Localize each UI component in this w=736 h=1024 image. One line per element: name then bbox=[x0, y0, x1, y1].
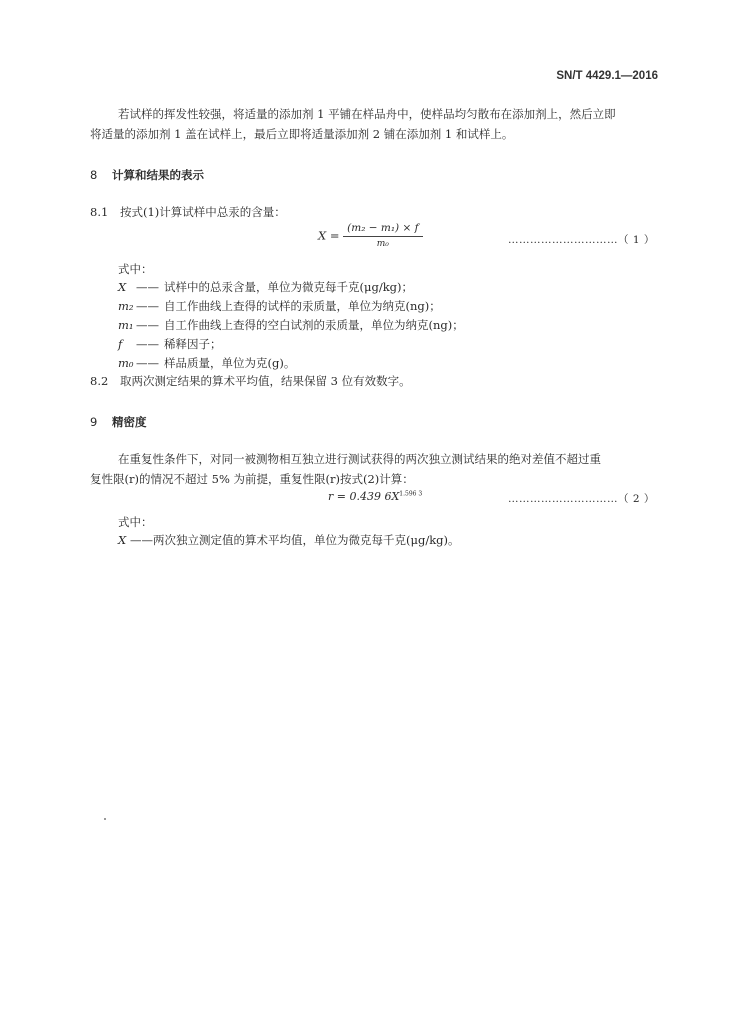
equation-number-2: …………………………（ 2 ） bbox=[508, 493, 655, 505]
definition-symbol: f bbox=[118, 337, 123, 351]
subsection-number: 8.2 bbox=[90, 374, 109, 388]
definition-text: 试样中的总汞含量，单位为微克每千克(μg/kg)； bbox=[164, 280, 414, 294]
definition-symbol: X bbox=[118, 533, 127, 547]
definition-text: 自工作曲线上查得的空白试剂的汞质量，单位为纳克(ng)； bbox=[164, 318, 464, 332]
formula-2 bbox=[328, 490, 422, 503]
section-number: 8 bbox=[90, 168, 98, 182]
formula-denominator: m₀ bbox=[376, 239, 389, 249]
section-number: 9 bbox=[90, 415, 98, 429]
definition-symbol: m₁ bbox=[118, 318, 134, 332]
paragraph-line: 若试样的挥发性较强，将适量的添加剂 1 平铺在样品舟中，使样品均匀散布在添加剂上，然后立即 bbox=[118, 107, 616, 121]
section-heading-8 bbox=[90, 167, 204, 183]
definition-dash: —— bbox=[136, 356, 159, 370]
section-title: 计算和结果的表示 bbox=[112, 168, 204, 182]
section-heading-9 bbox=[90, 414, 147, 430]
subsection-number: 8.1 bbox=[90, 205, 109, 219]
definition-text: 两次独立测定值的算术平均值，单位为微克每千克(μg/kg)。 bbox=[153, 533, 460, 547]
definition-dash: —— bbox=[136, 318, 159, 332]
definition-item bbox=[118, 355, 295, 371]
subsection-8-2 bbox=[90, 373, 411, 389]
standard-code: SN/T 4429.1—2016 bbox=[556, 70, 658, 82]
formula-lhs: X = bbox=[318, 228, 340, 243]
formula-numerator: (m₂ − m₁) × f bbox=[343, 222, 422, 237]
where-label: 式中： bbox=[118, 262, 153, 276]
definition-text: 样品质量，单位为克(g)。 bbox=[164, 356, 296, 370]
paragraph-line: 复性限(r)的情况不超过 5% 为前提，重复性限(r)按式(2)计算： bbox=[90, 472, 414, 486]
formula-body: r = 0.439 6X bbox=[328, 490, 400, 503]
subsection-8-1 bbox=[90, 204, 286, 220]
paragraph-line: 在重复性条件下，对同一被测物相互独立进行测试获得的两次独立测试结果的绝对差值不超过重 bbox=[118, 452, 601, 466]
definition-dash: —— bbox=[136, 299, 159, 313]
equation-number-1: …………………………（ 1 ） bbox=[508, 234, 655, 246]
definition-item bbox=[118, 317, 464, 333]
definition-dash: —— bbox=[130, 533, 153, 547]
definition-symbol: m₂ bbox=[118, 299, 134, 313]
subsection-text: 按式(1)计算试样中总汞的含量： bbox=[120, 205, 286, 219]
definition-text: 自工作曲线上查得的试样的汞质量，单位为纳克(ng)； bbox=[164, 299, 441, 313]
formula-1 bbox=[318, 222, 423, 249]
section-title: 精密度 bbox=[112, 415, 147, 429]
paragraph-line: 将适量的添加剂 1 盖在试样上，最后立即将适量添加剂 2 铺在添加剂 1 和试样上。 bbox=[90, 127, 514, 141]
stray-mark bbox=[104, 818, 106, 820]
definition-item bbox=[118, 532, 460, 548]
formula-exponent: 1.596 3 bbox=[399, 490, 423, 498]
definition-dash: —— bbox=[136, 280, 159, 294]
subsection-text: 取两次测定结果的算术平均值，结果保留 3 位有效数字。 bbox=[120, 374, 411, 388]
definition-item bbox=[118, 336, 222, 352]
definition-text: 稀释因子； bbox=[164, 337, 222, 351]
formula-fraction bbox=[343, 222, 422, 249]
definition-item bbox=[118, 279, 413, 295]
definition-symbol: m₀ bbox=[118, 356, 134, 370]
definition-symbol: X bbox=[118, 280, 127, 294]
where-label: 式中： bbox=[118, 515, 153, 529]
definition-item bbox=[118, 298, 441, 314]
definition-dash: —— bbox=[136, 337, 159, 351]
